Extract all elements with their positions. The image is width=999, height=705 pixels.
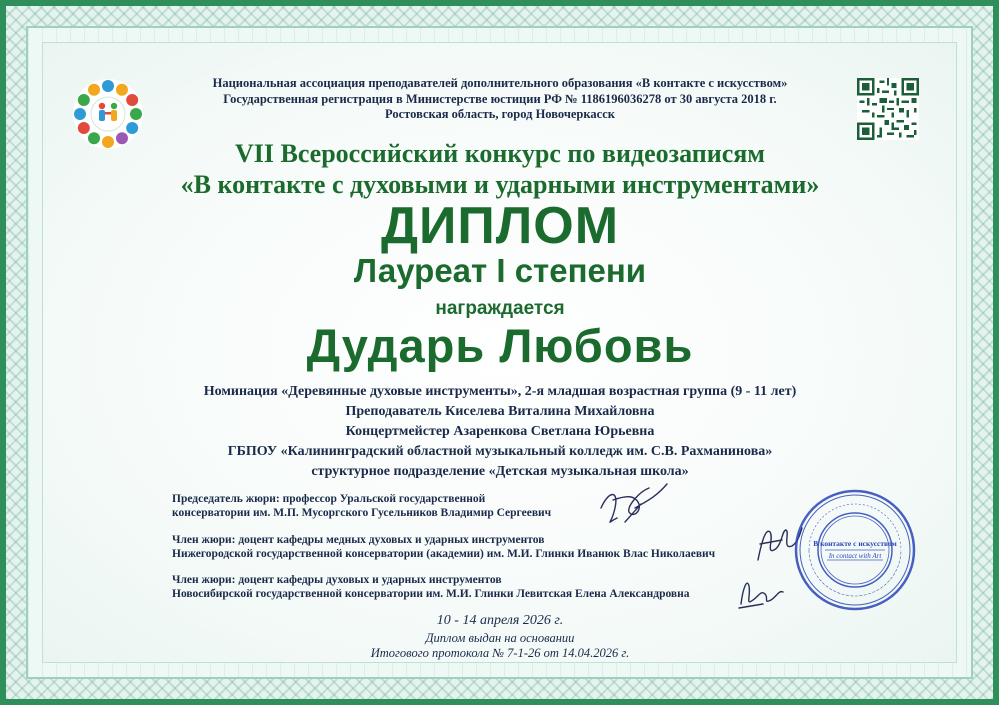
header-line-association: Национальная ассоциация преподавателей дополнительного образования «В контакте с искусством» (212, 76, 788, 90)
contest-title-line1: VII Всероссийский конкурс по видеозаписям (234, 139, 766, 168)
award-details (120, 382, 880, 482)
issue-basis: Диплом выдан на основании (425, 631, 575, 645)
stamp-text: В контакте с искусством (813, 539, 897, 548)
jury-member (172, 533, 752, 561)
jury-role-line: Член жюри: доцент кафедры духовых и ударных инструментов (172, 574, 502, 586)
jury-name-line: Нижегородской государственной консерватории (академии) им. М.И. Глинки Иванюк Влас Николаевич (172, 548, 716, 560)
recipient-name: Дударь Любовь (306, 319, 694, 372)
awarded-label: награждается (435, 298, 565, 319)
jury-name-line: консерватории им. М.П. Мусоргского Гусельников Владимир Сергеевич (172, 507, 552, 519)
official-stamp (793, 488, 917, 612)
institution-line: ГБПОУ «Калининградский областной музыкальный колледж им. С.В. Рахманинова» (227, 444, 773, 459)
division-line: структурное подразделение «Детская музыкальная школа» (311, 464, 689, 479)
jury-role-line: Член жюри: доцент кафедры медных духовых и ударных инструментов (172, 534, 545, 546)
issue-footer (300, 611, 700, 661)
qr-code (857, 78, 919, 140)
contest-title (100, 138, 900, 200)
nomination-line: Номинация «Деревянные духовые инструменты», 2-я младшая возрастная группа (9 - 11 лет) (203, 384, 797, 399)
teacher-line: Преподаватель Киселева Виталина Михайловна (345, 404, 655, 419)
header-line-registration: Государственная регистрация в Министерстве юстиции РФ № 1186196036278 от 30 августа 2018 г. (223, 91, 777, 106)
accompanist-line: Концертмейстер Азаренкова Светлана Юрьевна (345, 424, 655, 439)
jury-member (172, 573, 752, 601)
laureate-degree: Лауреат I степени (353, 252, 647, 289)
jury-name-line: Новосибирской государственной консерватории им. М.И. Глинки Левитская Елена Александровна (172, 588, 690, 600)
header-line-location: Ростовская область, город Новочеркасск (385, 107, 615, 121)
organization-header (150, 76, 850, 123)
stamp-text-en: In contact with Art (828, 552, 882, 560)
signature-chair (595, 478, 673, 532)
contest-title-line2: «В контакте с духовыми и ударными инструментами» (180, 170, 820, 199)
jury-role-line: Председатель жюри: профессор Уральской государственной (172, 493, 486, 505)
protocol-reference: Итогового протокола № 7-1-26 от 14.04.2026 г. (370, 646, 630, 660)
signature-member-2 (735, 568, 785, 612)
diploma-title: ДИПЛОМ (380, 197, 620, 255)
contest-dates: 10 - 14 апреля 2026 г. (436, 613, 564, 628)
